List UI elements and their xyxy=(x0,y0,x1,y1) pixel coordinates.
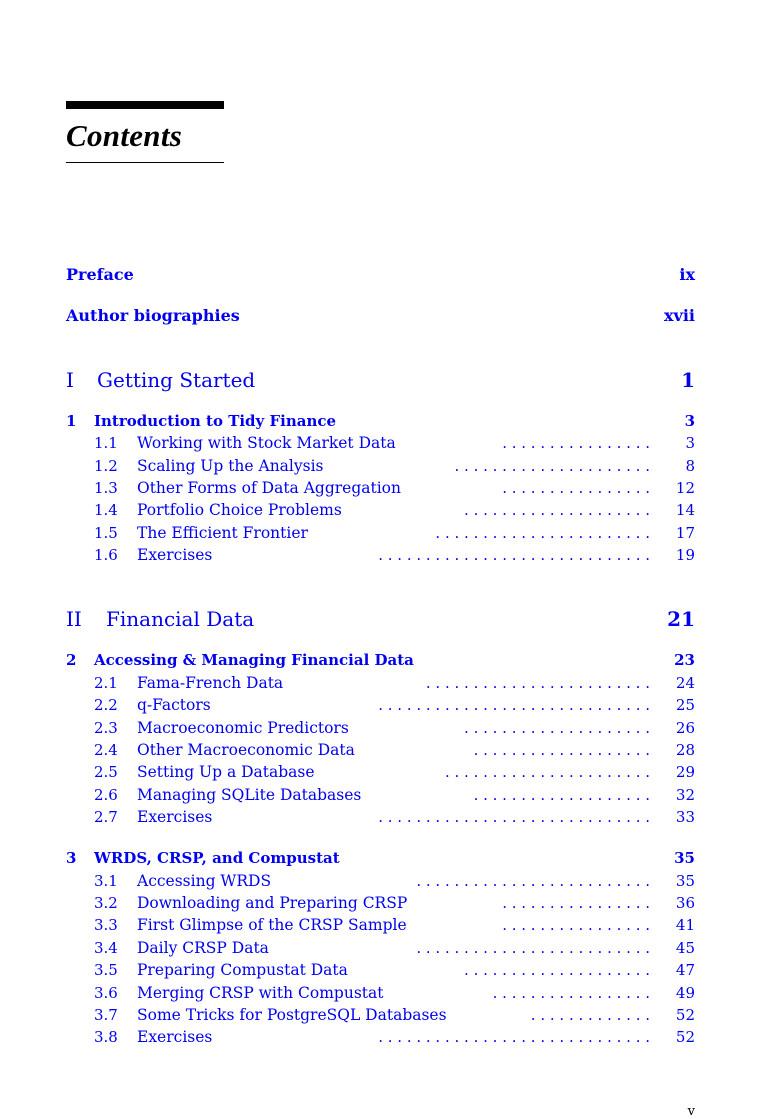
section-page: 12 xyxy=(675,479,695,497)
dot-leader: . . . . . . . . . . . . . . . . . . . . . xyxy=(454,457,650,475)
dot-leader: . . . . . . . . . . . . . . . . . . . . . . . . . . . . . xyxy=(378,1028,650,1046)
section-page: 19 xyxy=(675,546,695,564)
heading-top-rule xyxy=(66,101,224,109)
dot-leader: . . . . . . . . . . . . . . . . . . . . xyxy=(464,719,650,737)
dot-leader: . . . . . . . . . . . . . . . . . . . . . . . . . . . . . xyxy=(378,808,650,826)
dot-leader: . . . . . . . . . . . . . . . . . . . . . . . xyxy=(435,524,650,542)
toc-section[interactable] xyxy=(66,719,695,741)
toc-section[interactable] xyxy=(66,524,695,546)
section-title: Merging CRSP with Compustat xyxy=(137,984,384,1002)
section-number: 3.6 xyxy=(94,984,118,1002)
section-title: Downloading and Preparing CRSP xyxy=(137,894,408,912)
section-page: 25 xyxy=(675,696,695,714)
part-title: Financial Data xyxy=(106,607,255,631)
section-title: Preparing Compustat Data xyxy=(137,961,348,979)
section-number: 3.5 xyxy=(94,961,118,979)
section-page: 29 xyxy=(675,763,695,781)
contents-heading: Contents xyxy=(66,118,183,153)
section-number: 2.5 xyxy=(94,763,118,781)
section-page: 52 xyxy=(675,1006,695,1024)
dot-leader: . . . . . . . . . . . . . . . . . . . . . . xyxy=(444,763,650,781)
section-title: Setting Up a Database xyxy=(137,763,315,781)
toc-section[interactable] xyxy=(66,984,695,1006)
section-page: 52 xyxy=(675,1028,695,1046)
section-number: 1.5 xyxy=(94,524,118,542)
page-number: v xyxy=(687,1104,695,1119)
section-number: 3.2 xyxy=(94,894,118,912)
chapter-title: Accessing & Managing Financial Data xyxy=(94,651,414,669)
toc-entry-author-biographies[interactable] xyxy=(66,306,695,328)
section-number: 2.6 xyxy=(94,786,118,804)
section-number: 1.1 xyxy=(94,434,118,452)
heading-bottom-rule xyxy=(66,162,224,163)
toc-section[interactable] xyxy=(66,961,695,983)
entry-page: ix xyxy=(679,265,695,284)
toc-section[interactable] xyxy=(66,741,695,763)
dot-leader: . . . . . . . . . . . . . . . . xyxy=(502,916,650,934)
section-page: 28 xyxy=(675,741,695,759)
section-title: Daily CRSP Data xyxy=(137,939,269,957)
toc-section[interactable] xyxy=(66,434,695,456)
section-number: 3.8 xyxy=(94,1028,118,1046)
section-number: 3.4 xyxy=(94,939,118,957)
toc-section[interactable] xyxy=(66,1006,695,1028)
chapter-number: 2 xyxy=(66,651,77,669)
section-title: Scaling Up the Analysis xyxy=(137,457,324,475)
toc-section[interactable] xyxy=(66,939,695,961)
toc-chapter-3[interactable] xyxy=(66,849,695,871)
toc-section[interactable] xyxy=(66,1028,695,1050)
section-page: 33 xyxy=(675,808,695,826)
toc-section[interactable] xyxy=(66,546,695,568)
toc-entry-preface[interactable] xyxy=(66,265,695,287)
section-number: 2.2 xyxy=(94,696,118,714)
toc-section[interactable] xyxy=(66,894,695,916)
section-page: 45 xyxy=(675,939,695,957)
section-title: First Glimpse of the CRSP Sample xyxy=(137,916,407,934)
section-number: 2.3 xyxy=(94,719,118,737)
section-title: Exercises xyxy=(137,808,213,826)
section-title: Fama-French Data xyxy=(137,674,284,692)
part-page: 21 xyxy=(667,607,695,631)
toc-part-1[interactable] xyxy=(66,368,695,394)
toc-section[interactable] xyxy=(66,786,695,808)
entry-title: Author biographies xyxy=(66,306,240,325)
section-title: Working with Stock Market Data xyxy=(137,434,396,452)
toc-section[interactable] xyxy=(66,457,695,479)
section-number: 3.1 xyxy=(94,872,118,890)
toc-section[interactable] xyxy=(66,763,695,785)
toc-section[interactable] xyxy=(66,501,695,523)
chapter-page: 35 xyxy=(674,849,695,867)
part-number: II xyxy=(66,607,82,631)
section-number: 3.3 xyxy=(94,916,118,934)
dot-leader: . . . . . . . . . . . . . . . . . . . . xyxy=(464,501,650,519)
dot-leader: . . . . . . . . . . . . . xyxy=(530,1006,650,1024)
section-number: 1.6 xyxy=(94,546,118,564)
chapter-title: WRDS, CRSP, and Compustat xyxy=(94,849,340,867)
dot-leader: . . . . . . . . . . . . . . . . xyxy=(502,479,650,497)
dot-leader: . . . . . . . . . . . . . . . . xyxy=(502,894,650,912)
toc-section[interactable] xyxy=(66,872,695,894)
toc-chapter-2[interactable] xyxy=(66,651,695,673)
chapter-number: 3 xyxy=(66,849,77,867)
section-title: q-Factors xyxy=(137,696,211,714)
chapter-title: Introduction to Tidy Finance xyxy=(94,412,337,430)
toc-section[interactable] xyxy=(66,808,695,830)
toc-section[interactable] xyxy=(66,479,695,501)
dot-leader: . . . . . . . . . . . . . . . . . . . xyxy=(473,786,650,804)
section-page: 35 xyxy=(675,872,695,890)
section-title: Other Forms of Data Aggregation xyxy=(137,479,401,497)
section-number: 1.3 xyxy=(94,479,118,497)
section-number: 2.4 xyxy=(94,741,118,759)
chapter-page: 3 xyxy=(684,412,695,430)
section-number: 1.4 xyxy=(94,501,118,519)
section-title: Accessing WRDS xyxy=(137,872,272,890)
dot-leader: . . . . . . . . . . . . . . . . . xyxy=(492,984,650,1002)
section-title: Some Tricks for PostgreSQL Databases xyxy=(137,1006,447,1024)
part-number: I xyxy=(66,368,74,392)
section-number: 2.1 xyxy=(94,674,118,692)
entry-page: xvii xyxy=(664,306,695,325)
section-title: Exercises xyxy=(137,546,213,564)
dot-leader: . . . . . . . . . . . . . . . . . . . . xyxy=(464,961,650,979)
section-page: 14 xyxy=(675,501,695,519)
section-number: 1.2 xyxy=(94,457,118,475)
section-title: Portfolio Choice Problems xyxy=(137,501,342,519)
section-title: Managing SQLite Databases xyxy=(137,786,362,804)
section-page: 49 xyxy=(675,984,695,1002)
toc-section[interactable] xyxy=(66,674,695,696)
toc-section[interactable] xyxy=(66,696,695,718)
section-number: 2.7 xyxy=(94,808,118,826)
dot-leader: . . . . . . . . . . . . . . . . . . . . . . . . . . . . . xyxy=(378,546,650,564)
dot-leader: . . . . . . . . . . . . . . . . . . . xyxy=(473,741,650,759)
section-page: 47 xyxy=(675,961,695,979)
section-page: 3 xyxy=(685,434,695,452)
section-title: Exercises xyxy=(137,1028,213,1046)
chapter-number: 1 xyxy=(66,412,77,430)
section-page: 24 xyxy=(675,674,695,692)
section-title: Macroeconomic Predictors xyxy=(137,719,349,737)
dot-leader: . . . . . . . . . . . . . . . . xyxy=(502,434,650,452)
part-title: Getting Started xyxy=(97,368,256,392)
dot-leader: . . . . . . . . . . . . . . . . . . . . . . . . . xyxy=(416,872,650,890)
section-number: 3.7 xyxy=(94,1006,118,1024)
entry-title: Preface xyxy=(66,265,134,284)
section-page: 8 xyxy=(685,457,695,475)
section-title: The Efficient Frontier xyxy=(137,524,308,542)
toc-part-2[interactable] xyxy=(66,607,695,633)
dot-leader: . . . . . . . . . . . . . . . . . . . . . . . . . xyxy=(416,939,650,957)
chapter-page: 23 xyxy=(674,651,695,669)
toc-chapter-1[interactable] xyxy=(66,412,695,434)
section-page: 41 xyxy=(675,916,695,934)
section-page: 26 xyxy=(675,719,695,737)
section-page: 36 xyxy=(675,894,695,912)
section-page: 17 xyxy=(675,524,695,542)
section-page: 32 xyxy=(675,786,695,804)
dot-leader: . . . . . . . . . . . . . . . . . . . . . . . . xyxy=(425,674,650,692)
section-title: Other Macroeconomic Data xyxy=(137,741,355,759)
toc-section[interactable] xyxy=(66,916,695,938)
dot-leader: . . . . . . . . . . . . . . . . . . . . . . . . . . . . . xyxy=(378,696,650,714)
part-page: 1 xyxy=(681,368,695,392)
